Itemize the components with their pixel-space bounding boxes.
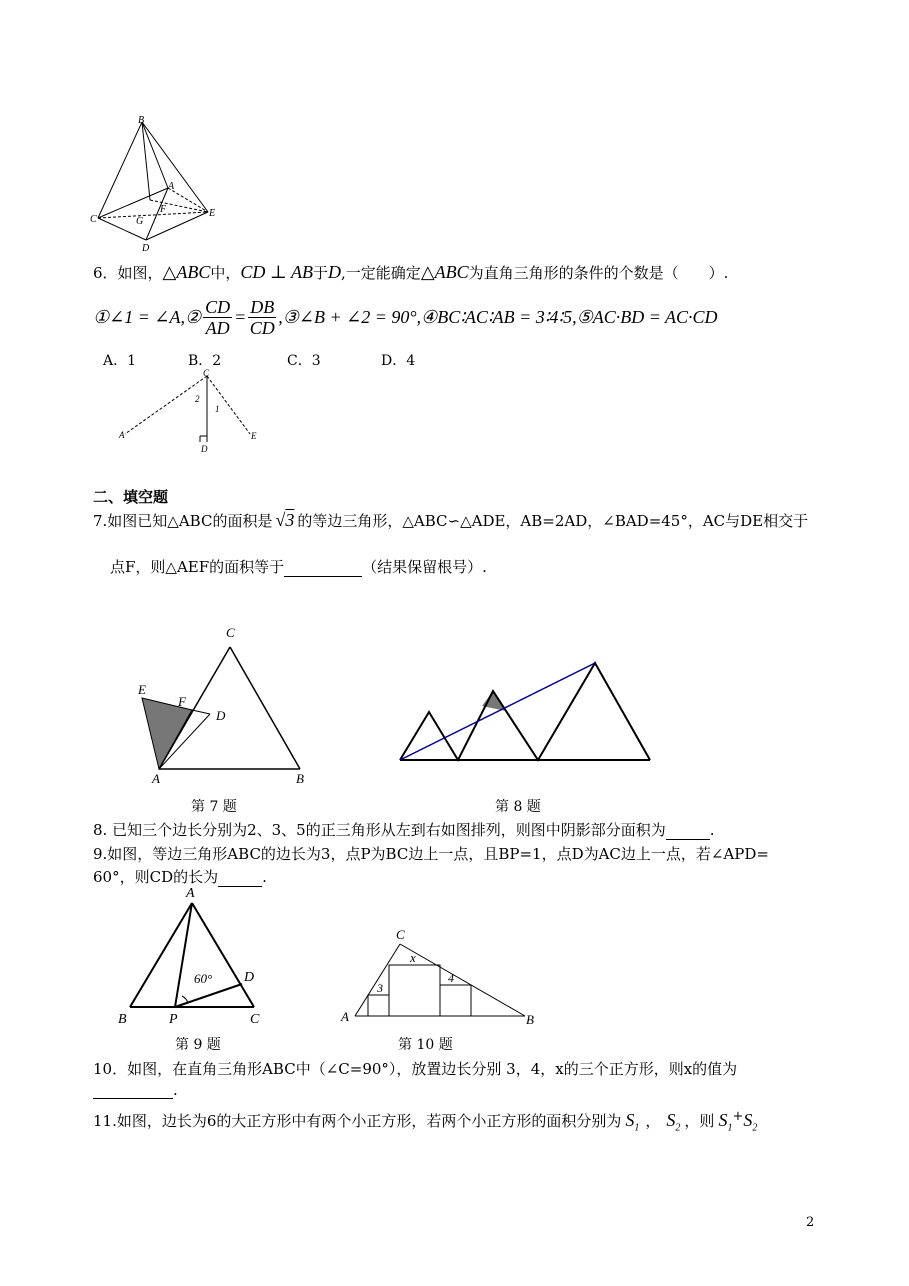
q9-line1: 9.如图，等边三角形ABC的边长为3，点P为BC边上一点，且BP=1，点D为AC边上一点，若∠APD= (93, 845, 769, 863)
fig-label: x (410, 950, 416, 965)
q11-s4-letter: S (743, 1110, 753, 1130)
q11-text-a: 11.如图，边长为6的大正方形中有两个小正方形，若两个小正方形的面积分别为 (93, 1112, 622, 1130)
q11-s1-sub: 1 (634, 1122, 640, 1134)
q6-tri1: △ABC (162, 262, 211, 282)
fig-label: D (244, 970, 255, 985)
q11-s3-letter: S (718, 1110, 728, 1130)
frac-num: CD (205, 297, 231, 317)
figure-q6 (115, 366, 265, 456)
q6-mid3: ,一定能确定 (341, 264, 421, 282)
fig-label: C (396, 927, 405, 942)
caption-q10: 第 10 题 (398, 1037, 453, 1053)
frac-num: DB (250, 297, 275, 317)
page-number: 2 (806, 1215, 815, 1230)
fig-label: G (136, 216, 144, 227)
q10-line2 (93, 1081, 178, 1099)
q11-s2-letter: S (666, 1110, 676, 1130)
q6-c3: ,③∠B + ∠2 = 90°,④ (278, 307, 438, 327)
figure-q8 (395, 655, 660, 770)
q7-text-b: 的等边三角形，△ABC∽△ADE，AB=2AD，∠BAD=45°，AC与DE相交于 (297, 512, 809, 530)
frac-den: AD (205, 318, 230, 338)
figure-q9 (112, 885, 272, 1030)
q6-frac2 (248, 297, 276, 338)
q8-line (93, 819, 715, 840)
q6-option-d: D．4 (381, 353, 416, 369)
fig-label: 60° (194, 971, 213, 986)
q8-answer-blank[interactable] (666, 823, 710, 840)
caption-q7: 第 7 题 (191, 799, 237, 815)
q10-text-b: . (173, 1081, 178, 1099)
fig-label: C (226, 625, 235, 640)
q11-text-b: ，则 (684, 1112, 715, 1130)
fig-label: C (90, 214, 97, 225)
q11-s3-sub: 1 (727, 1122, 733, 1134)
fig-label: 4 (448, 971, 454, 985)
q11-plus: + (732, 1109, 744, 1124)
q6-c5: AC·BD = AC·CD (592, 307, 718, 327)
fig-label: P (169, 1012, 178, 1027)
fig-label: D (216, 708, 226, 723)
q6-option-c: C．3 (287, 353, 321, 369)
q11-s1 (625, 1110, 639, 1134)
q11-s3 (718, 1110, 732, 1134)
q6-eq: = (234, 307, 247, 327)
q6-tri2: △ABC (420, 262, 469, 282)
fig-label: E (138, 682, 146, 697)
fig-label: E (251, 431, 257, 441)
fig-label: A (168, 181, 175, 192)
fig-label: D (201, 444, 208, 454)
caption-q9: 第 9 题 (175, 1037, 221, 1053)
q11-s1-letter: S (625, 1110, 635, 1130)
q7-line2 (110, 556, 487, 577)
q9-line2 (93, 866, 267, 887)
fig-label: F (178, 694, 186, 709)
q7-answer-blank[interactable] (284, 560, 362, 577)
q11-s4-sub: 2 (752, 1122, 758, 1134)
fig-label: A (152, 771, 160, 786)
q7-line1 (93, 510, 808, 531)
q11-line (93, 1110, 757, 1134)
frac-den: CD (249, 318, 275, 338)
q6-line (93, 262, 728, 283)
fig-label: B (118, 1012, 127, 1027)
fig-label: D (142, 243, 150, 254)
q6-mid2: 于 (313, 264, 329, 282)
section-title: 二、填空题 (93, 488, 169, 506)
q7-sqrt: √3 (275, 510, 295, 530)
q6-cond: CD ⊥ AB (240, 262, 314, 282)
fig-label: A (186, 886, 195, 901)
q11-s2-sub: 2 (675, 1122, 681, 1134)
fig-label: C (250, 1012, 260, 1027)
q8-text-b: . (709, 821, 715, 839)
fig-label: C (203, 368, 210, 378)
fig-label: B (138, 115, 145, 126)
q7-sqrt-value: 3 (285, 510, 295, 530)
q6-conditions (93, 297, 718, 338)
q6-option-b: B．2 (188, 353, 222, 369)
q11-sep: ， (645, 1112, 661, 1130)
q7-text-c: 点F，则△AEF的面积等于 (110, 558, 285, 576)
q6-tail: 为直角三角形的条件的个数是（ ）. (468, 264, 729, 282)
fig-label: 2 (195, 394, 200, 404)
fig-label: 3 (377, 981, 383, 995)
q6-option-a: A．1 (103, 353, 137, 369)
q6-c4: BC∶AC∶AB = 3∶4∶5,⑤ (437, 307, 593, 327)
figure-pyramid (88, 112, 228, 258)
fig-label: B (296, 771, 304, 786)
q6-c1: ①∠1 = ∠A,② (93, 307, 202, 327)
figure-q10 (335, 925, 545, 1030)
q6-frac1 (203, 297, 232, 338)
fig-label: F (160, 204, 167, 215)
figure-q7 (130, 620, 320, 790)
q6-number: 6．如图， (93, 264, 163, 282)
fig-label: A (119, 430, 125, 440)
q7-text-d: （结果保留根号）. (362, 558, 487, 576)
q9-text-c: . (262, 868, 267, 886)
q8-text-a: 8. 已知三个边长分别为2、3、5的正三角形从左到右如图排列，则图中阴影部分面积为 (93, 821, 666, 839)
q11-s4 (743, 1110, 757, 1134)
q6-mid1: 中， (210, 264, 241, 282)
q10-answer-blank[interactable] (93, 1082, 173, 1099)
q6-d: D (328, 262, 342, 282)
fig-label: E (209, 208, 216, 219)
q7-text-a: 7.如图已知△ABC的面积是 (93, 512, 273, 530)
q11-s2 (666, 1110, 680, 1134)
fig-label: B (526, 1012, 534, 1027)
q9-text-b: 60°，则CD的长为 (93, 868, 219, 886)
fig-label: 1 (215, 404, 220, 414)
q10-line1: 10．如图，在直角三角形ABC中（∠C=90°），放置边长分别 3，4，x的三个正方形，则x的值为 (93, 1060, 738, 1078)
caption-q8: 第 8 题 (495, 799, 541, 815)
fig-label: A (341, 1009, 349, 1024)
